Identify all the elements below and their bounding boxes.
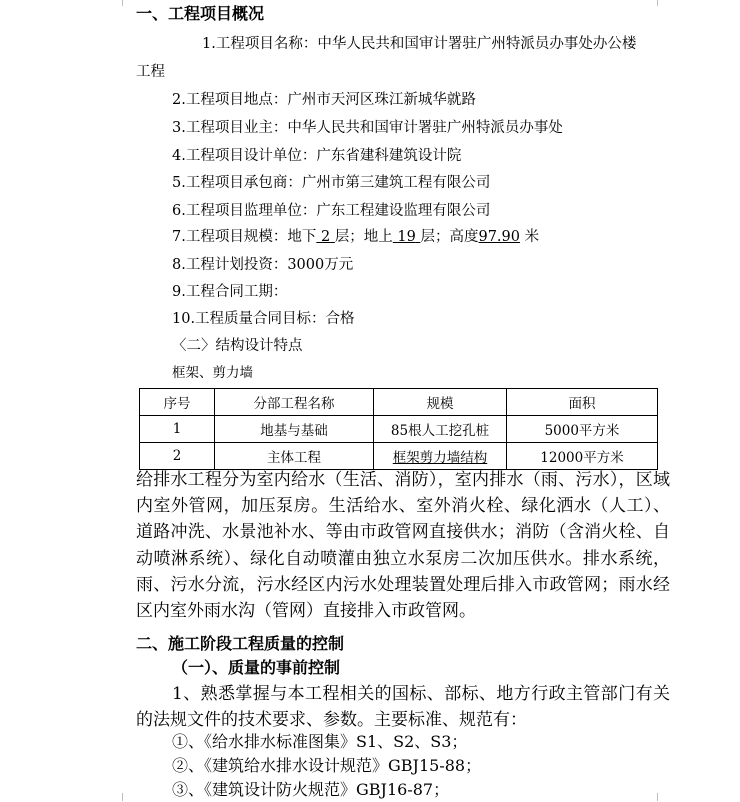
subsection-structure-heading: 〈二〉结构设计特点	[172, 338, 303, 354]
item-contractor: 5.工程项目承包商：广州市第三建筑工程有限公司	[172, 175, 491, 191]
table-row	[140, 443, 658, 470]
item-project-owner: 3.工程项目业主：中华人民共和国审计署驻广州特派员办事处	[172, 120, 563, 136]
item-investment: 8.工程计划投资：3000万元	[172, 257, 354, 273]
standard-item: ②、《建筑给水排水设计规范》GBJ15-88；	[172, 756, 482, 775]
section2-heading: 二、施工阶段工程质量的控制	[136, 634, 345, 653]
table-cell: 85根人工挖孔桩	[374, 416, 507, 443]
table-cell: 地基与基础	[215, 416, 374, 443]
table-header-row	[140, 389, 658, 416]
item-project-scale	[172, 227, 539, 247]
item-project-name: 1.工程项目名称：中华人民共和国审计署驻广州特派员办事处办公楼	[202, 36, 637, 52]
item-design-unit: 4.工程项目设计单位：广东省建科建筑设计院	[172, 148, 462, 164]
header-cell: 序号	[140, 389, 215, 416]
margin-mark-top-right	[657, 0, 658, 6]
table-cell: 5000平方米	[507, 416, 658, 443]
scale-above-floors: 19	[397, 229, 416, 245]
scale-suffix: 米	[524, 229, 540, 245]
table-cell: 框架剪力墙结构	[374, 443, 507, 470]
margin-mark-top-left	[122, 0, 123, 6]
scale-underground-floors: 2	[320, 229, 331, 245]
structure-type: 框架、剪力墙	[172, 365, 253, 381]
header-cell: 面积	[507, 389, 658, 416]
item-project-name-cont: 工程	[136, 64, 165, 80]
scale-mid1: 层；地上	[334, 229, 393, 245]
section1-heading: 一、工程项目概况	[136, 4, 265, 23]
works-table	[139, 388, 658, 470]
margin-mark-bottom-left	[122, 793, 123, 801]
table-cell: 2	[140, 443, 215, 470]
table-row	[140, 416, 658, 443]
header-cell: 分部工程名称	[215, 389, 374, 416]
margin-mark-bottom-right	[657, 793, 658, 801]
item-project-location: 2.工程项目地点：广州市天河区珠江新城华就路	[172, 92, 476, 108]
item-quality-target: 10.工程质量合同目标：合格	[172, 311, 355, 327]
subsection-precontrol-heading: （一）、质量的事前控制	[172, 658, 341, 677]
scale-mid2: 层；高度	[420, 229, 479, 245]
standard-item: ③、《建筑设计防火规范》GBJ16-87；	[172, 780, 450, 799]
scale-height: 97.90	[478, 229, 520, 245]
standards-intro-paragraph: 1、熟悉掌握与本工程相关的国标、部标、地方行政主管部门有关的法规文件的技术要求、参数。主要标准、规范有：	[136, 684, 670, 731]
water-supply-paragraph: 给排水工程分为室内给水（生活、消防），室内排水（雨、污水），区域内室外管网，加压泵房。生活给水、室外消火栓、绿化洒水（人工）、道路冲洗、水景池补水、等由市政管网直接供水；消防（含消火栓、自动喷淋系统）、绿化自动喷灌由独立水泵房二次加压供水。排水系统，雨、污水分流，污水经区内污水处理装置处理后排入市政管网；雨水经区内室外雨水沟（管网）直接排入市政管网。	[136, 470, 670, 622]
item-supervisor: 6.工程项目监理单位：广东工程建设监理有限公司	[172, 203, 491, 219]
scale-prefix: 7.工程项目规模：地下	[172, 229, 317, 245]
table-cell: 1	[140, 416, 215, 443]
table-cell: 主体工程	[215, 443, 374, 470]
standard-item: ①、《给水排水标准图集》S1、S2、S3；	[172, 732, 468, 751]
header-cell: 规模	[374, 389, 507, 416]
table-cell: 12000平方米	[507, 443, 658, 470]
item-duration: 9.工程合同工期：	[172, 284, 288, 300]
